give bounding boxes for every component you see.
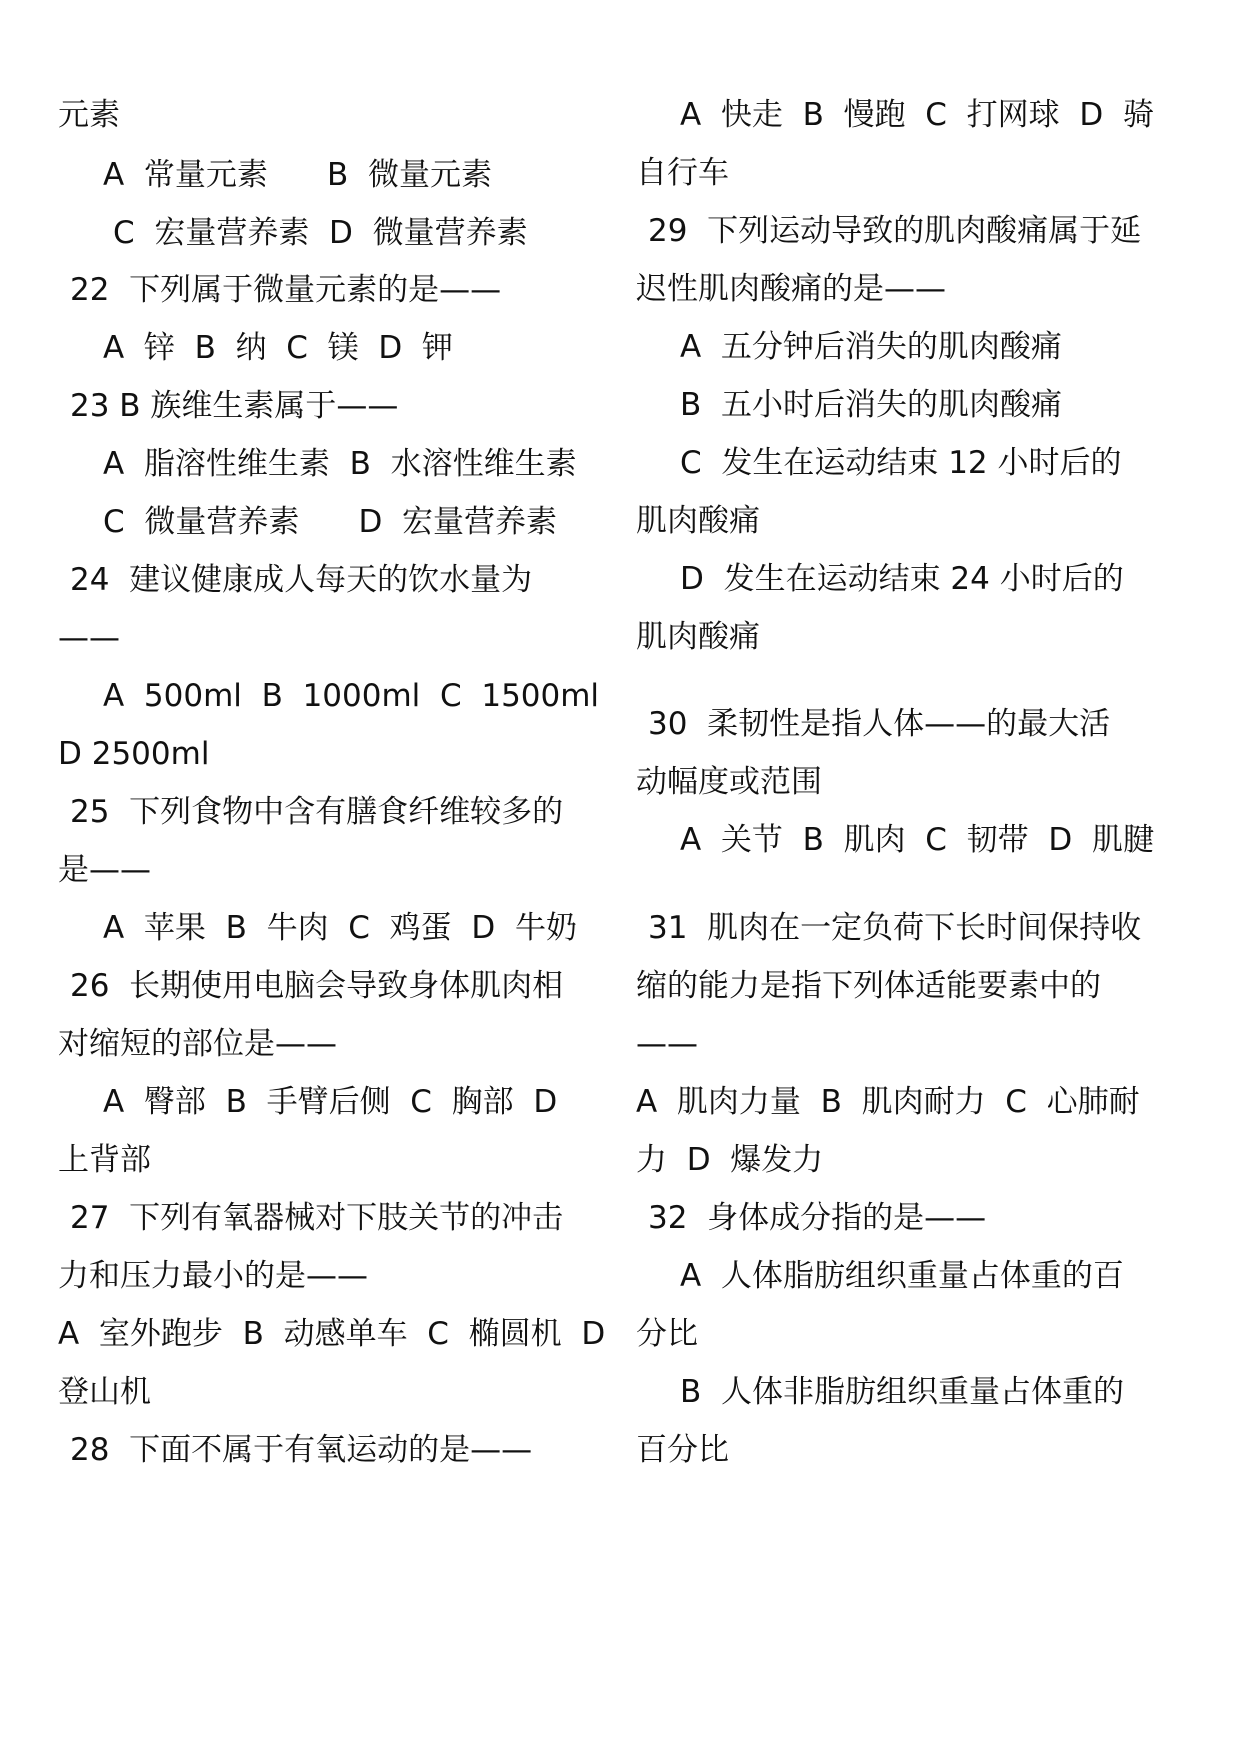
question-line: 动幅度或范围 [636,764,822,800]
question-line: 23 B 族维生素属于—— [70,388,399,424]
question-line: 肌肉酸痛 [636,503,760,539]
question-line: 是—— [58,852,151,888]
question-line: 25 下列食物中含有膳食纤维较多的 [70,794,564,830]
question-line: 29 下列运动导致的肌肉酸痛属于延 [648,213,1142,249]
question-line: —— [58,620,120,656]
question-line: 28 下面不属于有氧运动的是—— [70,1432,533,1468]
question-line: A 锌 B 纳 C 镁 D 钾 [103,330,453,366]
question-line: C 微量营养素 D 宏量营养素 [103,504,558,540]
question-line: D 发生在运动结束 24 小时后的 [680,561,1124,597]
question-line: 上背部 [58,1142,151,1178]
question-line: 自行车 [636,155,729,191]
question-line: 32 身体成分指的是—— [648,1200,987,1236]
question-line: 31 肌肉在一定负荷下长时间保持收 [648,910,1142,946]
question-line: 力 D 爆发力 [636,1142,824,1178]
question-line: A 室外跑步 B 动感单车 C 椭圆机 D [58,1316,606,1352]
question-line: 26 长期使用电脑会导致身体肌肉相 [70,968,564,1004]
question-line: B 五小时后消失的肌肉酸痛 [680,387,1062,423]
question-line: A 关节 B 肌肉 C 韧带 D 肌腱 [680,822,1154,858]
question-line: A 常量元素 B 微量元素 [103,157,493,193]
question-line: 22 下列属于微量元素的是—— [70,272,502,308]
question-line: C 发生在运动结束 12 小时后的 [680,445,1122,481]
question-line: A 脂溶性维生素 B 水溶性维生素 [103,446,577,482]
question-line: D 2500ml [58,736,210,772]
question-line: A 500ml B 1000ml C 1500ml [103,678,600,714]
question-line: A 快走 B 慢跑 C 打网球 D 骑 [680,97,1154,133]
question-line: A 五分钟后消失的肌肉酸痛 [680,329,1062,365]
question-line: 迟性肌肉酸痛的是—— [636,271,946,307]
question-line: A 人体脂肪组织重量占体重的百 [680,1258,1124,1294]
question-line: 元素 [58,97,120,133]
question-line: A 肌肉力量 B 肌肉耐力 C 心肺耐 [636,1084,1140,1120]
question-line: 肌肉酸痛 [636,619,760,655]
question-line: 百分比 [636,1432,729,1468]
question-line: 登山机 [58,1374,151,1410]
question-line: 对缩短的部位是—— [58,1026,337,1062]
question-line: C 宏量营养素 D 微量营养素 [113,215,528,251]
question-line: A 臀部 B 手臂后侧 C 胸部 D [103,1084,558,1120]
question-line: —— [636,1026,698,1062]
question-line: 力和压力最小的是—— [58,1258,368,1294]
question-line: 24 建议健康成人每天的饮水量为 [70,562,533,598]
question-line: B 人体非脂肪组织重量占体重的 [680,1374,1124,1410]
question-line: 分比 [636,1316,698,1352]
question-line: A 苹果 B 牛肉 C 鸡蛋 D 牛奶 [103,910,577,946]
question-line: 30 柔韧性是指人体——的最大活 [648,706,1111,742]
question-line: 缩的能力是指下列体适能要素中的 [636,968,1101,1004]
question-line: 27 下列有氧器械对下肢关节的冲击 [70,1200,564,1236]
